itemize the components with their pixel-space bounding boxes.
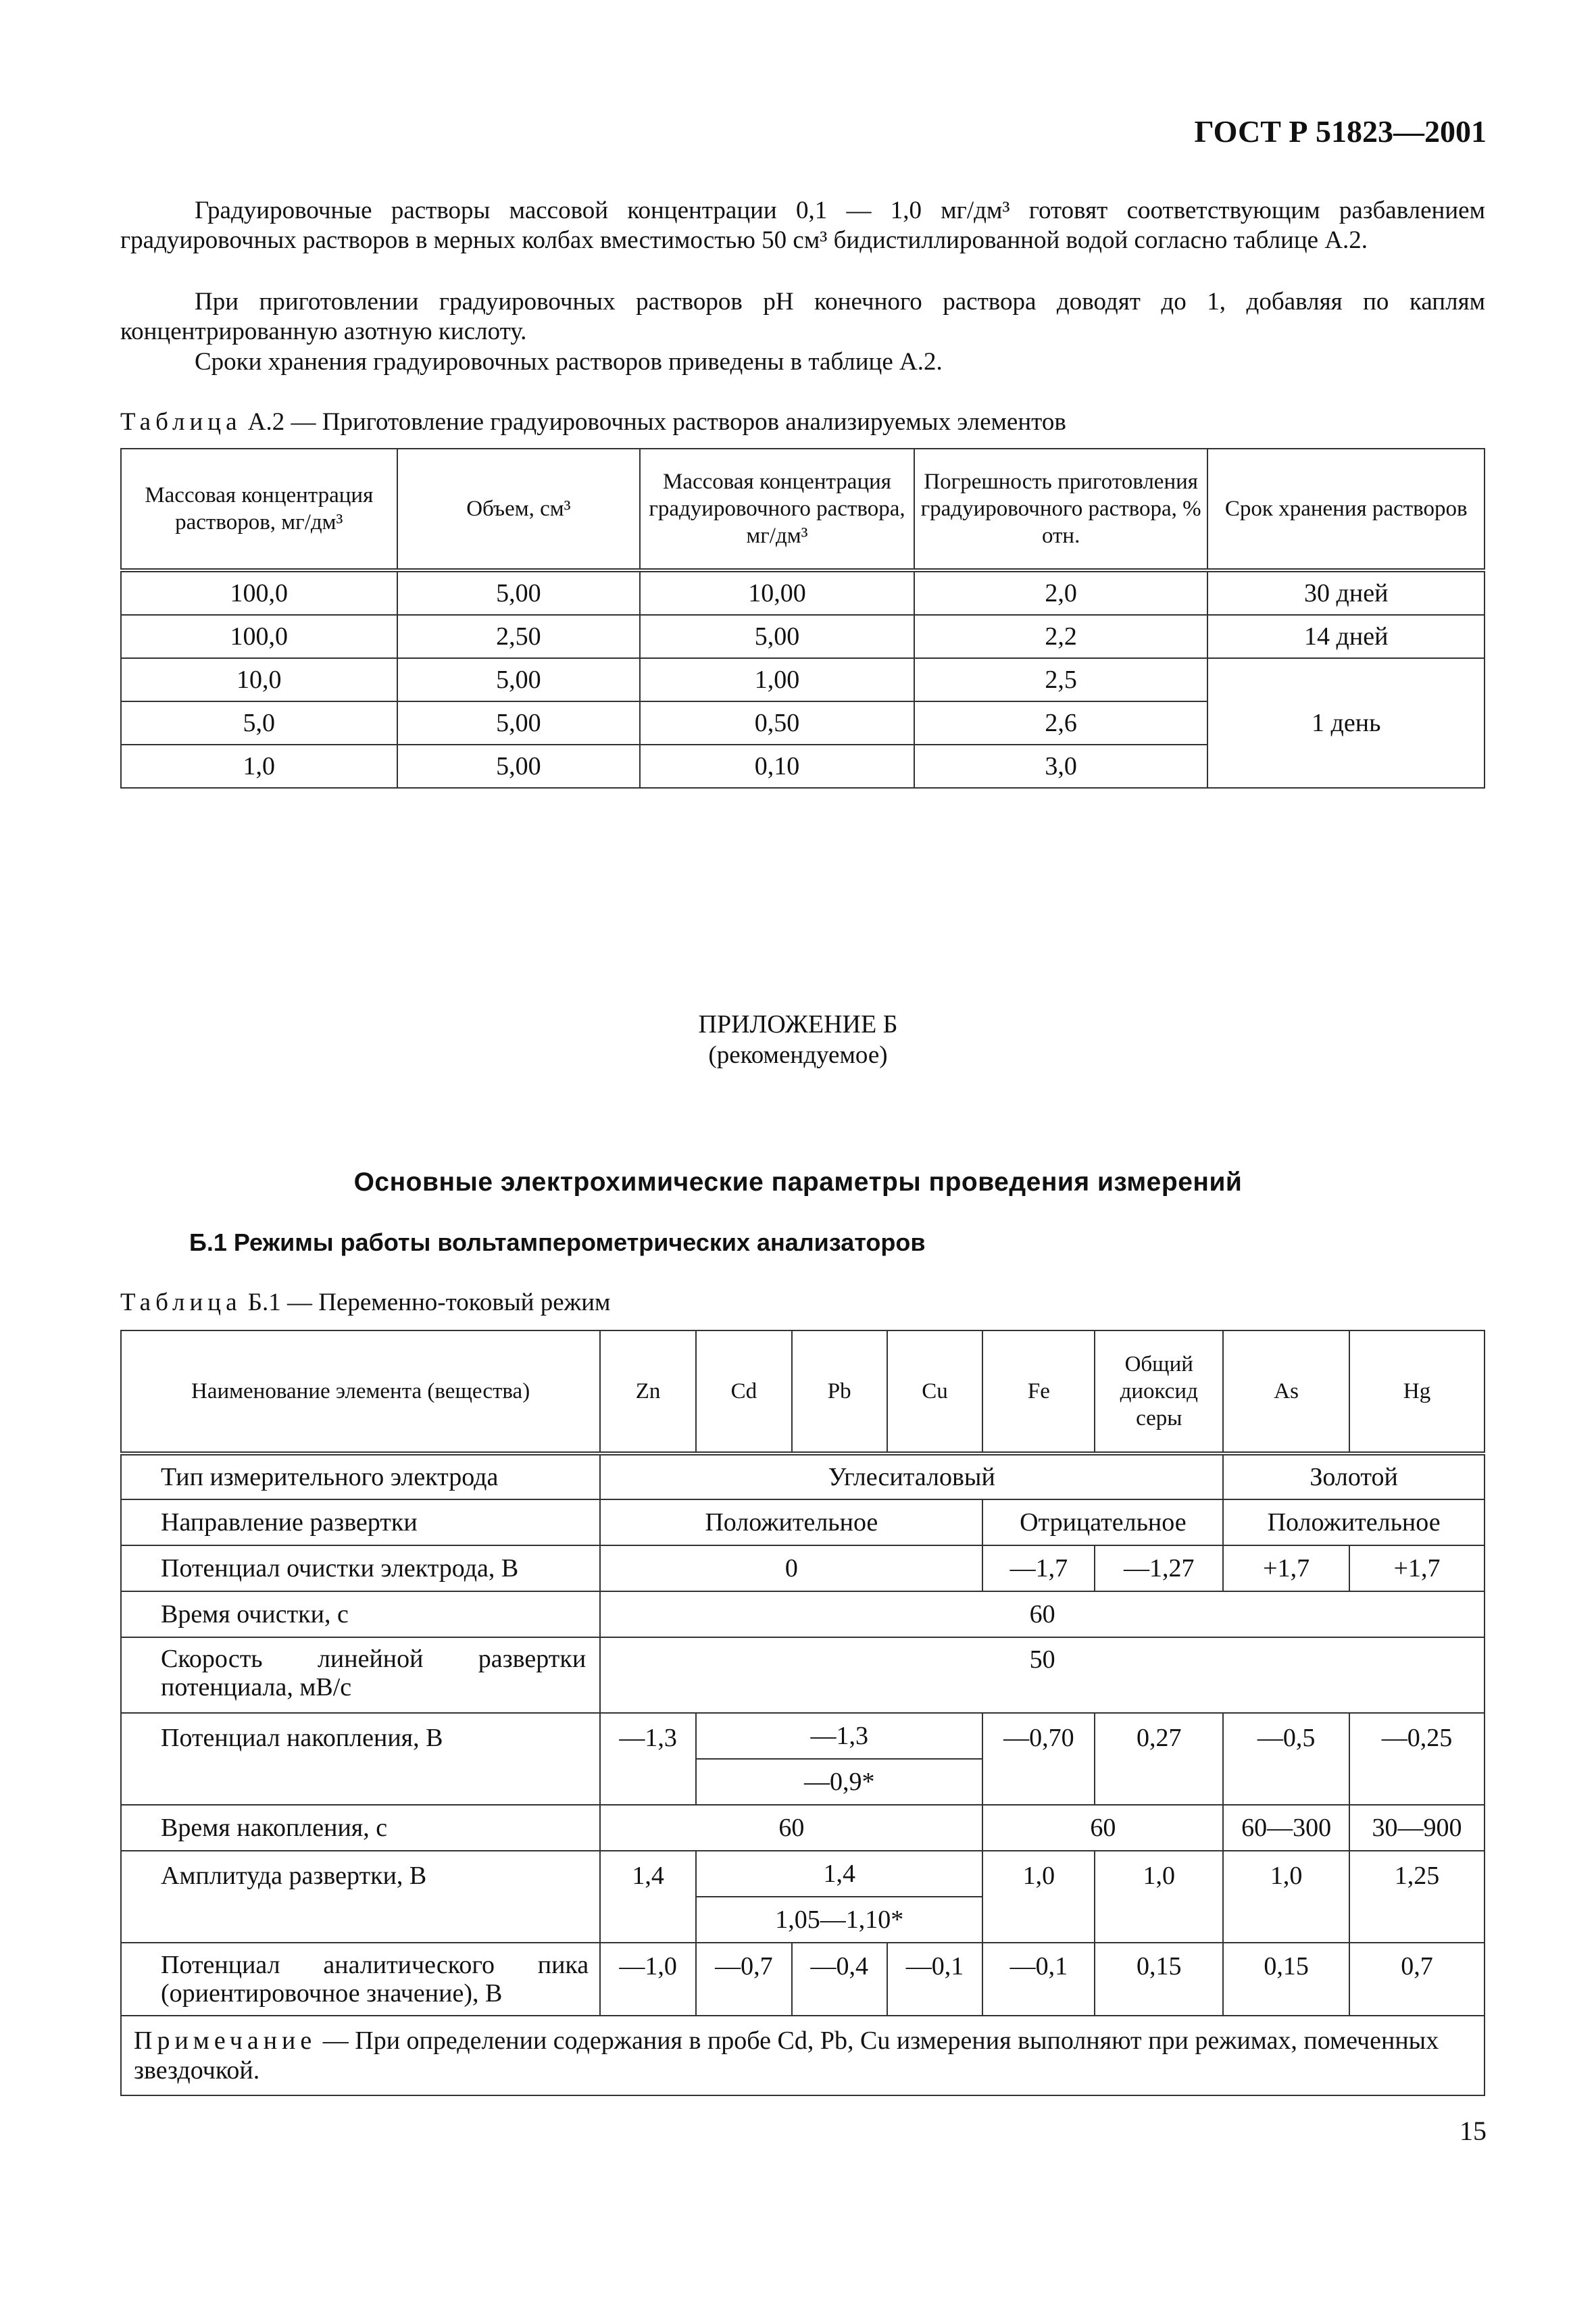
page-number: 15: [1460, 2116, 1487, 2146]
row-label: Время очистки, с: [121, 1591, 600, 1637]
table-cell: —0,70: [982, 1713, 1095, 1805]
table-note: [121, 2016, 1485, 2095]
table-label: Таблица: [120, 1289, 242, 1316]
table-cell: 60—300: [1223, 1805, 1349, 1851]
table-cell: +1,7: [1223, 1545, 1349, 1591]
table-cell: —0,25: [1349, 1713, 1485, 1805]
table-cell: 5,0: [121, 701, 397, 745]
table-header: Zn: [600, 1330, 696, 1453]
table-cell: 60: [982, 1805, 1223, 1851]
table-row: [121, 1805, 1485, 1851]
table-header: Погрешность приготовления градуировочного раствора, % отн.: [914, 449, 1208, 570]
table-b1-caption: [120, 1288, 610, 1317]
table-cell: 3,0: [914, 745, 1208, 788]
row-label: Потенциал очистки электрода, В: [121, 1545, 600, 1591]
table-row: [121, 1453, 1485, 1499]
table-cell: 0,15: [1095, 1943, 1223, 2016]
table-cell: 1 день: [1207, 658, 1485, 788]
table-cell: 1,4: [600, 1851, 696, 1943]
table-cell: Золотой: [1223, 1453, 1485, 1499]
subsection-title: Б.1 Режимы работы вольтамперометрических анализаторов: [189, 1228, 926, 1256]
document-code-header: ГОСТ Р 51823—2001: [1194, 114, 1487, 149]
table-cell: —1,27: [1095, 1545, 1223, 1591]
table-cell: 1,05—1,10*: [696, 1897, 982, 1943]
table-caption-text: Б.1 — Переменно-токовый режим: [247, 1289, 611, 1316]
table-header: Общий диоксид серы: [1095, 1330, 1223, 1453]
table-cell: —0,1: [982, 1943, 1095, 2016]
table-header: Массовая концентрация градуировочного раствора, мг/дм³: [640, 449, 914, 570]
table-cell: 5,00: [397, 701, 641, 745]
table-cell: —1,3: [696, 1713, 982, 1759]
table-row: [121, 1713, 1485, 1759]
table-cell: 1,0: [982, 1851, 1095, 1943]
table-cell: +1,7: [1349, 1545, 1485, 1591]
table-cell: 5,00: [640, 615, 914, 658]
table-cell: Положительное: [600, 1499, 982, 1545]
table-cell: 100,0: [121, 570, 397, 615]
table-row: [121, 1851, 1485, 1897]
table-row: [121, 1943, 1485, 2016]
table-cell: 2,2: [914, 615, 1208, 658]
table-cell: 1,0: [121, 745, 397, 788]
table-cell: 0,50: [640, 701, 914, 745]
table-cell: —0,5: [1223, 1713, 1349, 1805]
table-cell: 10,0: [121, 658, 397, 701]
table-row: [121, 1545, 1485, 1591]
table-cell: 5,00: [397, 745, 641, 788]
table-cell: 0,7: [1349, 1943, 1485, 2016]
table-cell: —0,4: [792, 1943, 887, 2016]
table-header: Массовая концентрация растворов, мг/дм³: [121, 449, 397, 570]
table-cell: 60: [600, 1591, 1485, 1637]
table-header: Hg: [1349, 1330, 1485, 1453]
table-a2: [120, 448, 1485, 789]
paragraph-ph: При приготовлении градуировочных растворов рН конечного раствора доводят до 1, добавляя по каплям концентрированную азотную кислоту.: [120, 288, 1485, 345]
table-cell: 50: [600, 1637, 1485, 1713]
table-cell: —0,9*: [696, 1759, 982, 1805]
table-row: [121, 570, 1485, 615]
table-header: Наименование элемента (вещества): [121, 1330, 600, 1453]
table-header: As: [1223, 1330, 1349, 1453]
table-cell: 10,00: [640, 570, 914, 615]
paragraph-dilution: Градуировочные растворы массовой концентрации 0,1 — 1,0 мг/дм³ готовят соответствующим разбавлением градуировочных растворов в мерных колбах вместимостью 50 см³ бидистиллированной водой согласно таблице А.2.: [120, 197, 1485, 254]
table-a2-caption: [120, 407, 1066, 437]
row-label: Скорость линейной развертки потенциала, мВ/с: [121, 1637, 600, 1713]
table-cell: Положительное: [1223, 1499, 1485, 1545]
table-cell: 1,25: [1349, 1851, 1485, 1943]
table-header: Fe: [982, 1330, 1095, 1453]
row-label: Направление развертки: [121, 1499, 600, 1545]
table-caption-text: А.2 — Приготовление градуировочных растворов анализируемых элементов: [247, 408, 1066, 436]
table-header: Cu: [887, 1330, 983, 1453]
note-label: Примечание: [134, 2026, 317, 2055]
table-cell: 5,00: [397, 570, 641, 615]
table-cell: 0: [600, 1545, 982, 1591]
table-header: Cd: [696, 1330, 792, 1453]
paragraph-storage: Сроки хранения градуировочных растворов приведены в таблице А.2.: [195, 348, 943, 376]
table-cell: —1,3: [600, 1713, 696, 1805]
row-label: Амплитуда развертки, В: [121, 1851, 600, 1943]
table-cell: 0,27: [1095, 1713, 1223, 1805]
table-cell: Углеситаловый: [600, 1453, 1223, 1499]
table-row: [121, 1499, 1485, 1545]
table-cell: —1,7: [982, 1545, 1095, 1591]
table-label: Таблица: [120, 408, 242, 436]
note-text: — При определении содержания в пробе Cd, Pb, Cu измерения выполняют при режимах, помеченных звездочкой.: [134, 2026, 1439, 2085]
table-cell: Отрицательное: [982, 1499, 1223, 1545]
table-cell: 2,0: [914, 570, 1208, 615]
table-row: [121, 2016, 1485, 2095]
table-row: [121, 1637, 1485, 1713]
table-row: [121, 615, 1485, 658]
row-label: Тип измерительного электрода: [121, 1453, 600, 1499]
table-b1: [120, 1330, 1485, 2096]
table-cell: 100,0: [121, 615, 397, 658]
table-cell: 1,0: [1223, 1851, 1349, 1943]
row-label: Время накопления, с: [121, 1805, 600, 1851]
table-cell: 1,4: [696, 1851, 982, 1897]
table-cell: —0,7: [696, 1943, 792, 2016]
table-cell: 2,50: [397, 615, 641, 658]
table-cell: 1,0: [1095, 1851, 1223, 1943]
table-header: Срок хранения растворов: [1207, 449, 1485, 570]
table-header: Pb: [792, 1330, 887, 1453]
appendix-title: ПРИЛОЖЕНИЕ Б: [698, 1010, 898, 1039]
table-cell: 1,00: [640, 658, 914, 701]
table-cell: 14 дней: [1207, 615, 1485, 658]
table-cell: 5,00: [397, 658, 641, 701]
table-row: [121, 658, 1485, 701]
table-cell: 30—900: [1349, 1805, 1485, 1851]
row-label: Потенциал накопления, В: [121, 1713, 600, 1805]
table-cell: —0,1: [887, 1943, 983, 2016]
table-cell: —1,0: [600, 1943, 696, 2016]
table-row: [121, 1591, 1485, 1637]
section-title: Основные электрохимические параметры проведения измерений: [353, 1168, 1243, 1197]
table-header: Объем, см³: [397, 449, 641, 570]
table-cell: 30 дней: [1207, 570, 1485, 615]
table-cell: 60: [600, 1805, 982, 1851]
table-cell: 0,10: [640, 745, 914, 788]
table-cell: 2,5: [914, 658, 1208, 701]
row-label: Потенциал аналитического пика (ориентировочное значение), В: [121, 1943, 600, 2016]
appendix-subtitle: (рекомендуемое): [708, 1041, 888, 1069]
table-cell: 2,6: [914, 701, 1208, 745]
table-cell: 0,15: [1223, 1943, 1349, 2016]
